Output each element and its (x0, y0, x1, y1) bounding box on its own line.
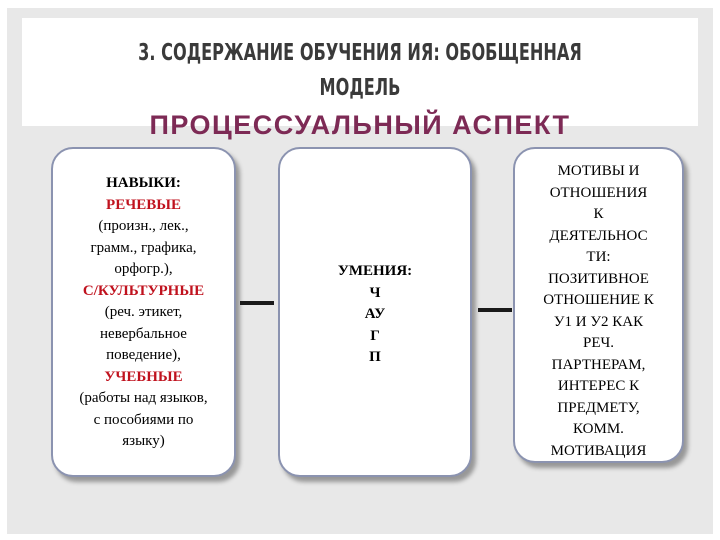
motives-line: МОТИВЫ И (557, 163, 640, 179)
motives-line: К (593, 206, 604, 222)
motives-line: ПАРТНЕРАМ, (551, 356, 646, 373)
sociocultural-skills-label: С/КУЛЬТУРНЫЕ (82, 282, 205, 299)
skills-line: (работы над языков, (79, 390, 208, 406)
title-band (22, 18, 698, 140)
skills-line: орфогр.), (114, 261, 173, 277)
motives-line: ПОЗИТИВНОЕ (548, 270, 649, 287)
motives-line: РЕЧ. (582, 335, 614, 351)
motives-line: ПРЕДМЕТУ, (557, 399, 640, 416)
motives-text (515, 161, 682, 462)
skills-line: с пособиями по (93, 411, 194, 428)
motives-box (513, 147, 684, 463)
motives-line: У1 И У2 КАК (553, 313, 644, 330)
abilities-item: П (369, 349, 381, 365)
motives-line: ИНТЕРЕС К (557, 378, 640, 394)
skills-text (53, 173, 234, 453)
skills-box (51, 147, 236, 477)
abilities-item: Г (370, 327, 380, 344)
motives-line: ОТНОШЕНИЕ К (543, 292, 654, 308)
abilities-item: Ч (369, 284, 381, 301)
motives-line: МОТИВАЦИЯ (550, 442, 647, 459)
study-skills-label: УЧЕБНЫЕ (104, 368, 183, 385)
skills-heading: НАВЫКИ: (106, 175, 181, 191)
skills-line: грамм., графика, (90, 239, 197, 256)
skills-line: языку) (122, 433, 165, 449)
skills-line: невербальное (100, 325, 187, 342)
motives-line: ОТНОШЕНИЯ (549, 184, 648, 201)
motives-line: ДЕЯТЕЛЬНОС (549, 227, 648, 244)
skills-line: (произн., лек., (98, 218, 189, 234)
motives-line: ТИ: (586, 249, 611, 265)
abilities-box (278, 147, 472, 477)
title-line-2: МОДЕЛЬ (319, 75, 401, 101)
subtitle-process-aspect: ПРОЦЕССУАЛЬНЫЙ АСПЕКТ (149, 110, 571, 140)
abilities-text (280, 261, 470, 369)
skills-line: поведение), (106, 347, 181, 363)
connector-dash-1 (240, 301, 274, 305)
connector-dash-2 (478, 308, 512, 312)
abilities-item: АУ (364, 306, 386, 322)
motives-line: КОММ. (573, 421, 624, 437)
abilities-heading: УМЕНИЯ: (337, 263, 413, 279)
title-line-1: 3. СОДЕРЖАНИЕ ОБУЧЕНИЯ ИЯ: ОБОБЩЕННАЯ (138, 40, 582, 66)
speech-skills-label: РЕЧЕВЫЕ (106, 196, 181, 213)
skills-line: (реч. этикет, (104, 304, 183, 320)
